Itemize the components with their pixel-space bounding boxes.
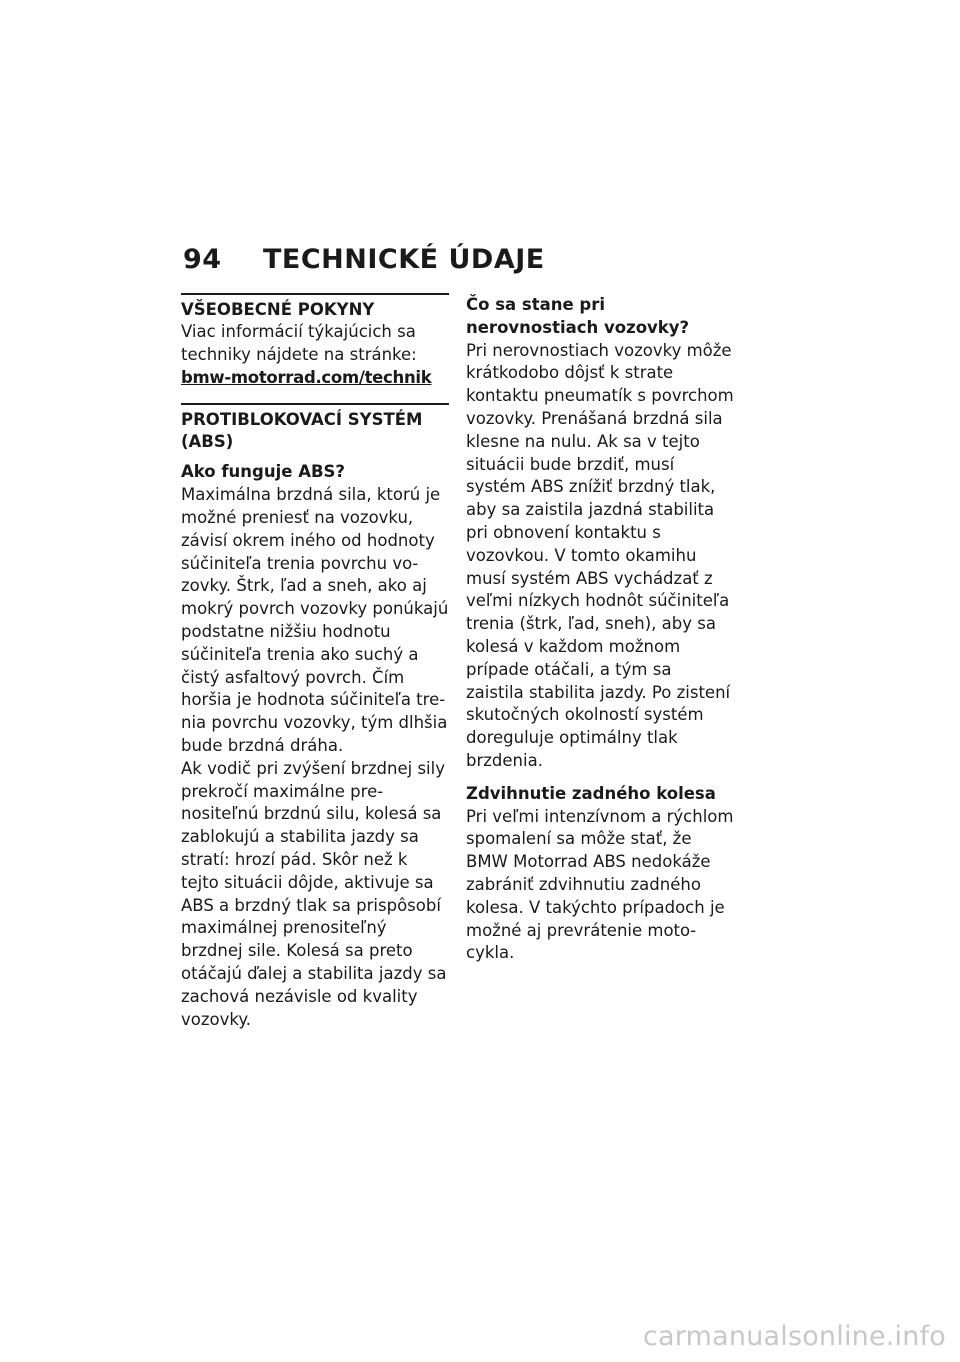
subheading-how-abs-works: Ako funguje ABS? (181, 462, 346, 482)
section-divider (181, 403, 449, 405)
right-column (466, 294, 734, 965)
spacer (181, 389, 449, 403)
section-heading-general: VŠEOBECNÉ POKYNY (181, 300, 375, 319)
general-info-text: Viac informácií týkajúcich sa techniky nájdete na stránke: (181, 322, 417, 364)
uneven-road-paragraph: Pri nerovnostiach vozovky môže krátkodobo dôjsť k strate kontaktu pneumatík s povrchom vozovky. Prenášaná brzdná sila klesne na nulu. Ak sa v tejto situácii bude brzdiť, musí systém ABS znížiť brzdný tlak, aby sa zaistila jazdná stabilita pri obnovení kontaktu s vozovkou. V tomto okamihu musí systém ABS vychádzať z veľmi nízkych hodnôt súčiniteľa trenia (štrk, ľad, sneh), aby sa kolesá v každom možnom prípade otáčali, a tým sa zaistila stabilita jazdy. Po zistení skutočných okolností systém doreguluje optimálny tlak brzdenia. (466, 340, 734, 770)
section-divider (181, 293, 449, 295)
page-header (183, 244, 545, 275)
subheading-rear-wheel-lift: Zdvihnutie zadného kolesa (466, 783, 716, 803)
spacer (466, 773, 734, 783)
technik-link[interactable]: bmw-motorrad.com/technik (181, 367, 432, 387)
page-number: 94 (183, 244, 222, 275)
page-title: TECHNICKÉ ÚDAJE (263, 244, 545, 275)
abs-paragraph-1: Maximálna brzdná sila, ktorú je možné preniesť na vozovku, závisí okrem iného od hodnoty súčiniteľa trenia povrchu vozovky. Štrk, ľad a sneh, ako aj mokrý povrch vozovky ponúkajú podstatne nižšiu hodnotu súčiniteľa trenia ako suchý a čistý asfaltový povrch. Čím horšia je hodnota súčiniteľa trenia povrchu vozovky, tým dlhšia bude brzdná dráha. (181, 485, 449, 755)
spacer (181, 453, 449, 461)
rear-wheel-lift-paragraph: Pri veľmi intenzívnom a rýchlom spomalení sa môže stať, že BMW Motorrad ABS nedokáže zabrániť zdvihnutiu zadného kolesa. V takýchto prípadoch je možné aj prevrátenie motocykla. (466, 806, 734, 963)
watermark: carmanualsonline.info (643, 1321, 946, 1352)
section-heading-abs: PROTIBLOKOVACÍ SYSTÉM (ABS) (181, 410, 423, 452)
abs-paragraph-2: Ak vodič pri zvýšení brzdnej sily prekročí maximálne prenositeľnú brzdnú silu, kolesá sa zablokujú a stabilita jazdy sa stratí: hrozí pád. Skôr než k tejto situácii dôjde, aktivuje sa ABS a brzdný tlak sa prispôsobí maximálnej prenositeľný brzdnej sile. Kolesá sa preto otáčajú ďalej a stabilita jazdy sa zachová nezávisle od kvality vozovky. (181, 758, 447, 1029)
left-column (181, 293, 449, 1031)
subheading-uneven-road: Čo sa stane pri nerovnostiach vozovky? (466, 295, 690, 337)
